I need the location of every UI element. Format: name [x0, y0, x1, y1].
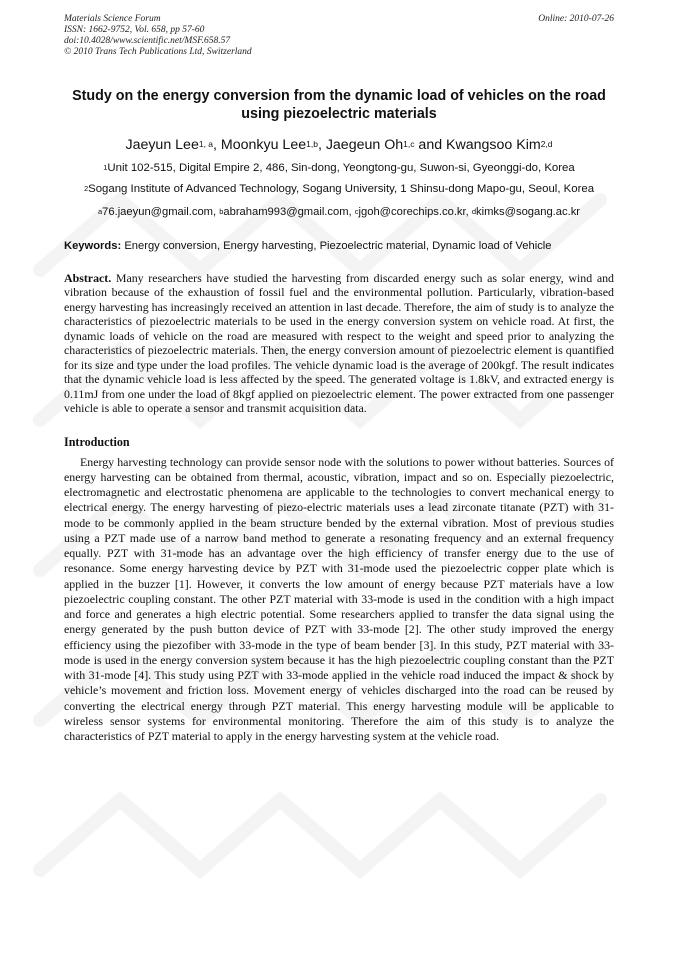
author-list: [64, 137, 614, 154]
affiliation-mark: 2: [83, 183, 89, 193]
introduction-paragraph: Energy harvesting technology can provide sensor node with the solutions to power without batteries. Sources of energy harvesting can be obtained from thermal, acoustic, vibration, impact and so on. Especially piezoelectric, electromagnetic and electrostatic phenomena are applicable to the technologies to convert mechanical energy to electrical energy. The energy harvesting of piezo-electric materials uses a lead zirconate titanate (PZT) with 31-mode to be commonly applied in the beam structure bended by the external vibration. Most of previous studies using a PZT made use of a narrow band method to generate a resonating frequency and an external frequency equally. PZT with 31-mode has an advantage over the high efficiency of transfer energy due to the use of resonance. Some energy harvesting device by PZT with 31-mode used the piezoelectric copper plate which is applied in the buzzer [1]. However, it converts the low amount of energy because PZT materials have a low piezoelectric coupling constant. The other PZT material with 33-mode is used in the condition with a high impact and force and generates a high electric potential. Some researchers applied to transfer the data signal using the energy generated by the push button device of PZT with 33-mode [2]. The other study improved the energy efficiency using the piezofiber with 33-mode in the type of beam bender [3]. In this study, PZT material with 33-mode is used in the energy conversion system because it has the high piezoelectric coupling constant than the PZT with 31-mode [4]. This study using PZT with 33-mode applied in the vehicle road induced the impact & shock by vehicle’s movement and friction loss. Movement energy of vehicles discharged into the road can be reused by converting the electrical energy through PZT material. This energy harvesting module will be applicable to wireless sensor systems for environmental monitoring. Therefore the aim of this study is to analyze the characteristics of PZT material to apply in the energy harvesting system at the vehicle road.: [64, 454, 614, 744]
affiliation-2: [64, 182, 614, 197]
author-affiliation-mark: 2,d: [540, 139, 553, 149]
paper-title: Study on the energy conversion from the dynamic load of vehicles on the road using piezoelectric materials: [72, 88, 606, 122]
abstract: [64, 271, 614, 416]
section-heading-introduction: Introduction: [64, 434, 130, 449]
author-name: Jaegeun Oh: [325, 137, 404, 153]
email-address: 76.jaeyun@gmail.com: [102, 206, 213, 218]
email-mark: d: [471, 207, 477, 216]
publication-header: [64, 14, 614, 58]
copyright-line: © 2010 Trans Tech Publications Ltd, Switzerland: [64, 47, 252, 57]
keywords: [64, 239, 614, 253]
affiliation-1: [64, 161, 614, 176]
journal-name: Materials Science Forum: [64, 14, 161, 24]
email-mark: a: [97, 207, 103, 216]
online-date: Online: 2010-07-26: [538, 14, 614, 24]
email-address: kimks@sogang.ac.kr: [476, 206, 581, 218]
author-emails: $^a$76.jaeyun@gmail.com, $^b$abraham993@gmail.com, $^c$jgoh@corechips.co.kr, $^d$kimks@sogang.ac.kr: [97, 206, 581, 218]
doi-line: doi:10.4028/www.scientific.net/MSF.658.57: [64, 36, 231, 46]
issn-line: ISSN: 1662-9752, Vol. 658, pp 57-60: [64, 25, 205, 35]
author-affiliation-mark: 1,c: [403, 139, 415, 149]
author-separator: and: [414, 137, 447, 153]
email-address: jgoh@corechips.co.kr: [358, 206, 466, 218]
author-name: Moonkyu Lee: [220, 137, 307, 153]
affiliation-mark: 1: [103, 163, 108, 172]
abstract-label: Abstract.: [64, 271, 112, 285]
abstract-text: Many researchers have studied the harvesting from discarded energy such as solar energy, wind and vibration because of the exhaustion of fossil fuel and the environmental pollution. Particularly, vibration-based energy harvesting has increasingly received an attention in last decade. Therefore, the aim of study is to analyze the characteristics of piezoelectric materials to be used in the energy conversion system on vehicle road. At first, the dynamic loads of vehicle on the road are measured with respect to the weight and speed prior to analyzing the characteristics of piezoelectric materials. Then, the energy conversion amount of piezoelectric element is quantified for its size and type under the load profiles. The vehicle dynamic load is the average of 200kgf. The result indicates that the dynamic vehicle load is less affected by the speed. The generated voltage is 1.8kV, and extracted energy is 0.11mJ from one under the load of 8kgf applied on piezoelectric element. The power extracted from one passenger vehicle is able to operate a sensor and transmit acquisition data.: [64, 271, 614, 416]
keywords-label: Keywords:: [64, 240, 122, 252]
author-affiliation-mark: 1,b: [306, 139, 318, 149]
email-address: abraham993@gmail.com: [223, 206, 349, 218]
affiliation-text: Unit 102-515, Digital Empire 2, 486, Sin-dong, Yeongtong-gu, Suwon-si, Gyeonggi-do, Korea: [107, 162, 575, 174]
email-mark: c: [354, 207, 359, 216]
author-name: Jaeyun Lee: [125, 137, 199, 153]
keywords-text: Energy conversion, Energy harvesting, Piezoelectric material, Dynamic load of Vehicle: [124, 240, 552, 252]
author-name: Kwangsoo Kim: [446, 137, 541, 153]
author-separator: ,: [317, 137, 326, 153]
email-mark: b: [219, 207, 224, 216]
author-separator: ,: [213, 137, 221, 153]
author-affiliation-mark: 1, a: [198, 139, 214, 149]
affiliation-text: Sogang Institute of Advanced Technology, Sogang University, 1 Shinsu-dong Mapo-gu, Seoul, Korea: [88, 182, 595, 195]
